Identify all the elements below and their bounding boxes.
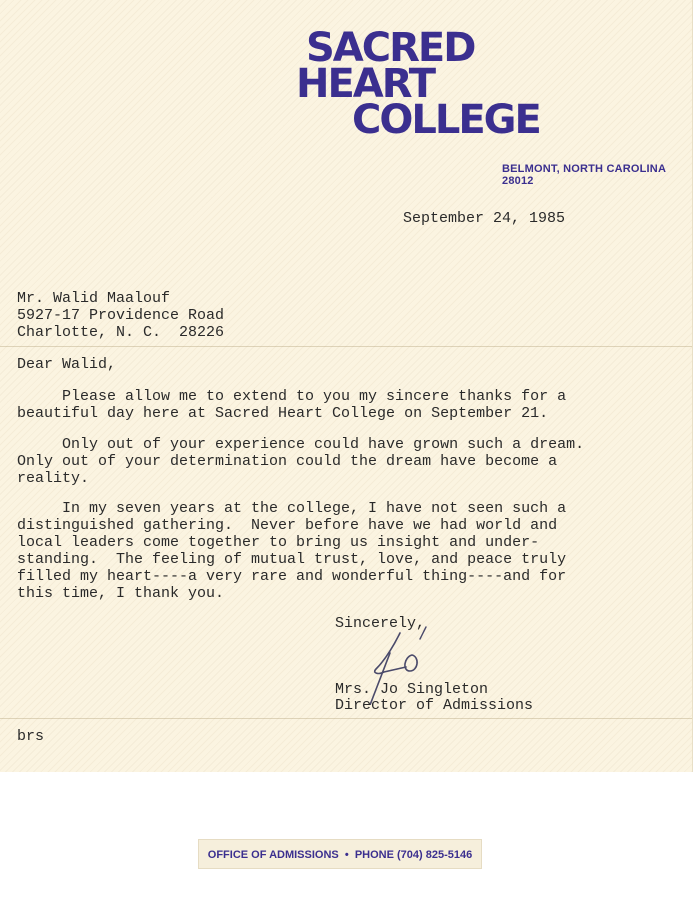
logo-line-1: SACRED [306, 25, 475, 71]
paragraph-line: Only out of your experience could have grown such a dream. [17, 436, 585, 453]
logo-line-3: COLLEGE [352, 97, 540, 143]
paragraph-line: beautiful day here at Sacred Heart College on September 21. [17, 405, 549, 422]
paragraph-1 [17, 388, 566, 422]
logo-line-2: HEART [296, 61, 435, 107]
signer-title: Director of Admissions [335, 697, 534, 714]
signer-name: Mrs. Jo Singleton [335, 681, 489, 698]
closing: Sincerely, [335, 615, 426, 632]
salutation: Dear Walid, [17, 356, 117, 373]
typist-initials: brs [17, 728, 45, 745]
paragraph-line: reality. [17, 470, 90, 487]
paragraph-line: this time, I thank you. [17, 585, 225, 602]
letter-date: September 24, 1985 [403, 210, 566, 227]
paragraph-2 [17, 436, 584, 487]
paragraph-3 [17, 500, 566, 602]
paragraph-line: Only out of your determination could the dream have become a [17, 453, 558, 470]
recipient-street: 5927-17 Providence Road [17, 307, 225, 324]
letterhead-address: BELMONT, NORTH CAROLINA 28012 [502, 163, 666, 187]
fold-line [0, 346, 692, 347]
paragraph-line: In my seven years at the college, I have not seen such a [17, 500, 567, 517]
paragraph-line: Please allow me to extend to you my sincere thanks for a [17, 388, 567, 405]
recipient-name: Mr. Walid Maalouf [17, 290, 171, 307]
paragraph-line: filled my heart----a very rare and wonderful thing----and for [17, 568, 567, 585]
fold-line [0, 718, 692, 719]
recipient-city: Charlotte, N. C. 28226 [17, 324, 225, 341]
footer-strip [198, 839, 482, 869]
paragraph-line: standing. The feeling of mutual trust, love, and peace truly [17, 551, 567, 568]
college-logo [296, 25, 540, 143]
footer-contact: OFFICE OF ADMISSIONS • PHONE (704) 825-5146 [207, 849, 473, 861]
paragraph-line: local leaders come together to bring us insight and under- [17, 534, 540, 551]
paragraph-line: distinguished gathering. Never before have we had world and [17, 517, 558, 534]
